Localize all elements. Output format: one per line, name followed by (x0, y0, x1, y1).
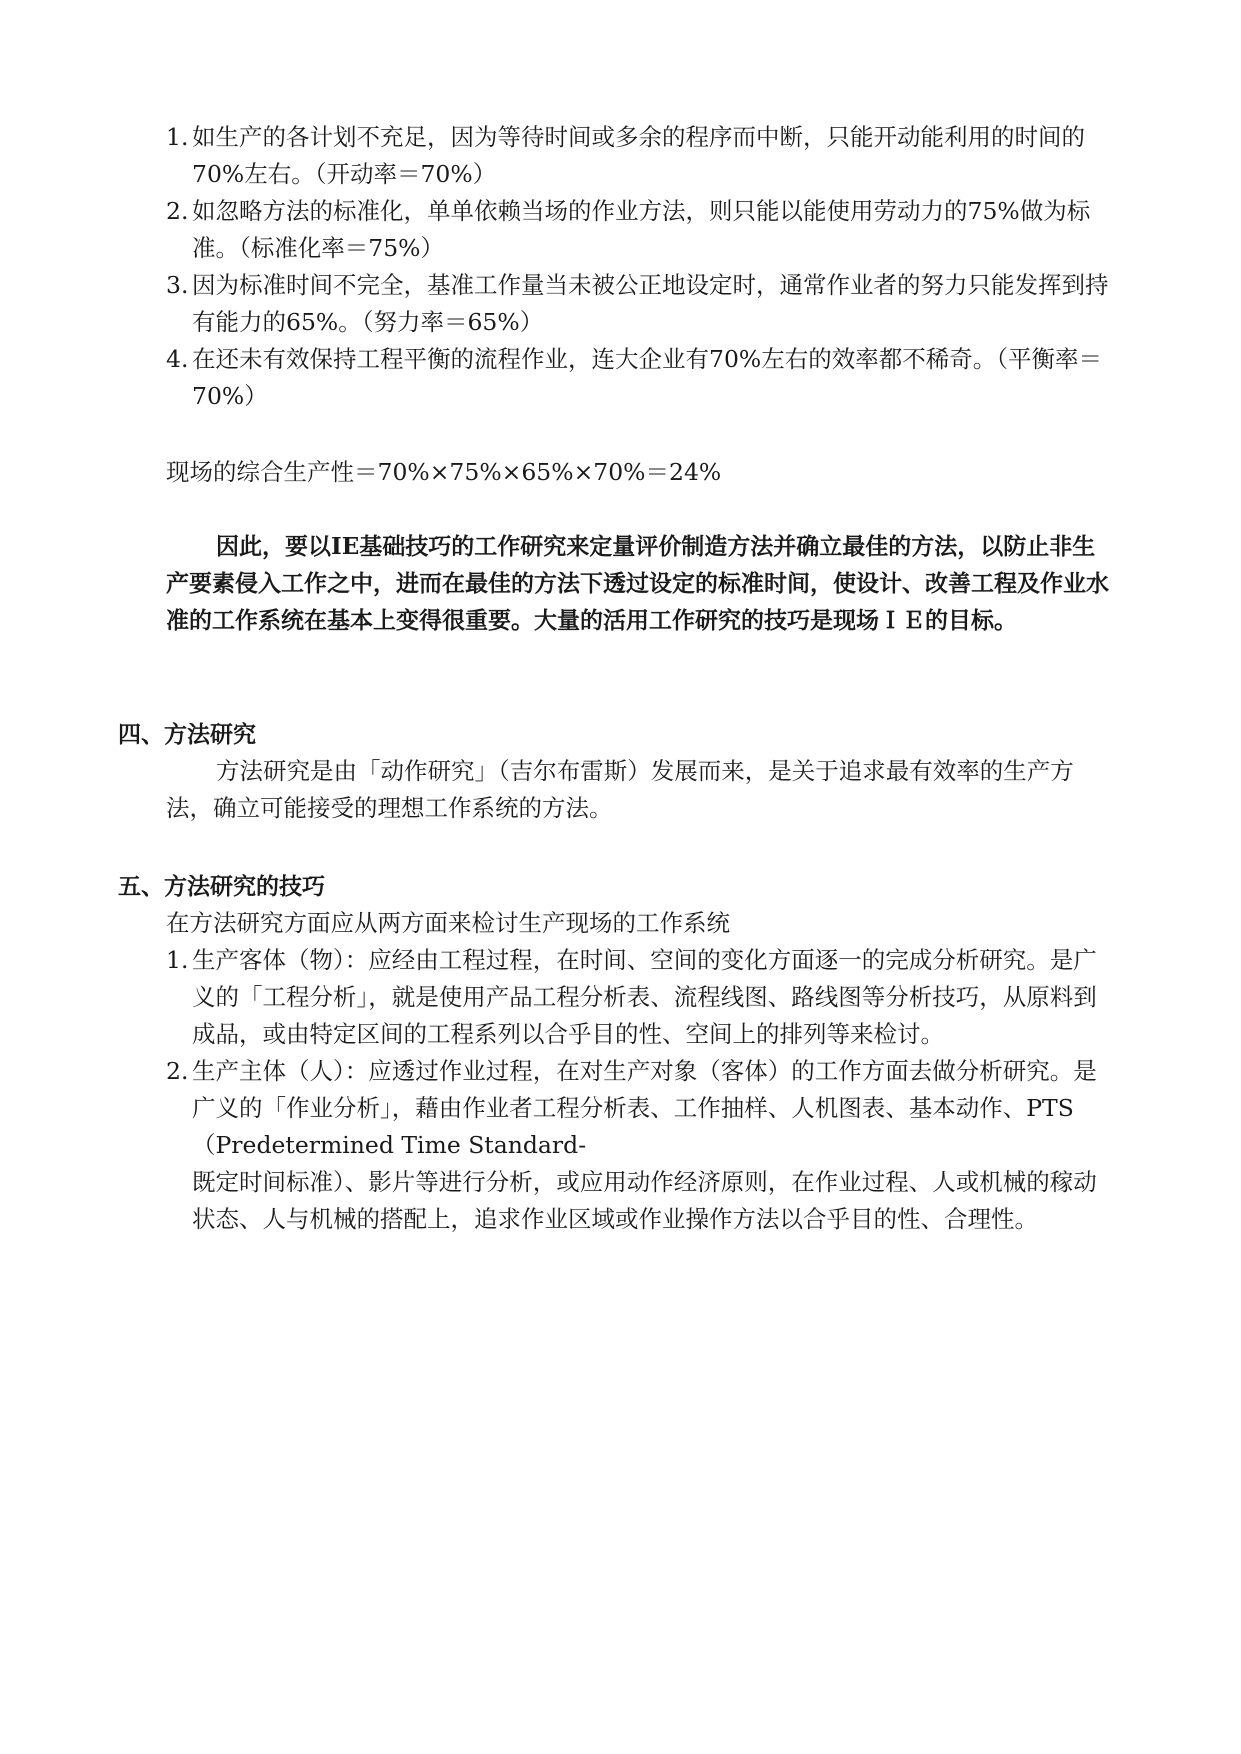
section-heading-method-study: 四、方法研究 (118, 721, 256, 748)
list-item (166, 119, 1116, 193)
list-number: 4. (166, 345, 189, 373)
productivity-factor-list (166, 119, 1116, 415)
list-item-continuation: 既定时间标准）、影片等进行分析，或应用动作经济原则，在作业过程、人或机械的稼动状态、人与机械的搭配上，追求作业区域或作业操作方法以合乎目的性、合理性。 (192, 1168, 1097, 1233)
list-item-text: 生产主体（人）：应透过作业过程，在对生产对象（客体）的工作方面去做分析研究。是广义的「作业分析」，藉由作业者工程分析表、工作抽样、人机图表、基本动作、PTS（Predetermined Time Standard- (192, 1057, 1097, 1159)
section-heading-method-study-techniques: 五、方法研究的技巧 (118, 873, 325, 900)
techniques-list (166, 942, 1116, 1238)
list-item (166, 942, 1116, 1053)
list-number: 1. (166, 123, 189, 151)
list-item-text: 因为标准时间不完全，基准工作量当未被公正地设定时，通常作业者的努力只能发挥到持有能力的65%。（努力率＝65%） (192, 271, 1109, 336)
list-item (166, 267, 1116, 341)
list-item (166, 193, 1116, 267)
techniques-intro: 在方法研究方面应从两方面来检讨生产现场的工作系统 (166, 909, 730, 937)
list-item-text: 生产客体（物）：应经由工程过程，在时间、空间的变化方面逐一的完成分析研究。是广义的「工程分析」，就是使用产品工程分析表、流程线图、路线图等分析技巧，从原料到成品，或由特定区间的工程系列以合乎目的性、空间上的排列等来检讨。 (192, 946, 1097, 1048)
list-item-text: 在还未有效保持工程平衡的流程作业，连大企业有70%左右的效率都不稀奇。（平衡率＝70%） (192, 345, 1102, 410)
list-number: 1. (166, 946, 189, 974)
list-item (166, 341, 1116, 415)
list-number: 2. (166, 197, 189, 225)
productivity-formula: 现场的综合生产性＝70%×75%×65%×70%＝24% (166, 458, 722, 486)
list-item-text: 如忽略方法的标准化，单单依赖当场的作业方法，则只能以能使用劳动力的75%做为标准。（标准化率＝75%） (192, 197, 1091, 262)
list-item-text: 如生产的各计划不充足，因为等待时间或多余的程序而中断，只能开动能利用的时间的70%左右。（开动率＝70%） (192, 123, 1085, 188)
method-study-paragraph: 方法研究是由「动作研究」（吉尔布雷斯）发展而来，是关于追求最有效率的生产方法，确立可能接受的理想工作系统的方法。 (166, 757, 1074, 822)
list-item (166, 1053, 1116, 1164)
list-number: 3. (166, 271, 189, 299)
list-number: 2. (166, 1057, 189, 1085)
conclusion-paragraph: 因此，要以IE基础技巧的工作研究来定量评价制造方法并确立最佳的方法，以防止非生产要素侵入工作之中，进而在最佳的方法下透过设定的标准时间，使设计、改善工程及作业水准的工作系统在基本上变得很重要。大量的活用工作研究的技巧是现场ＩＥ的目标。 (166, 533, 1109, 634)
